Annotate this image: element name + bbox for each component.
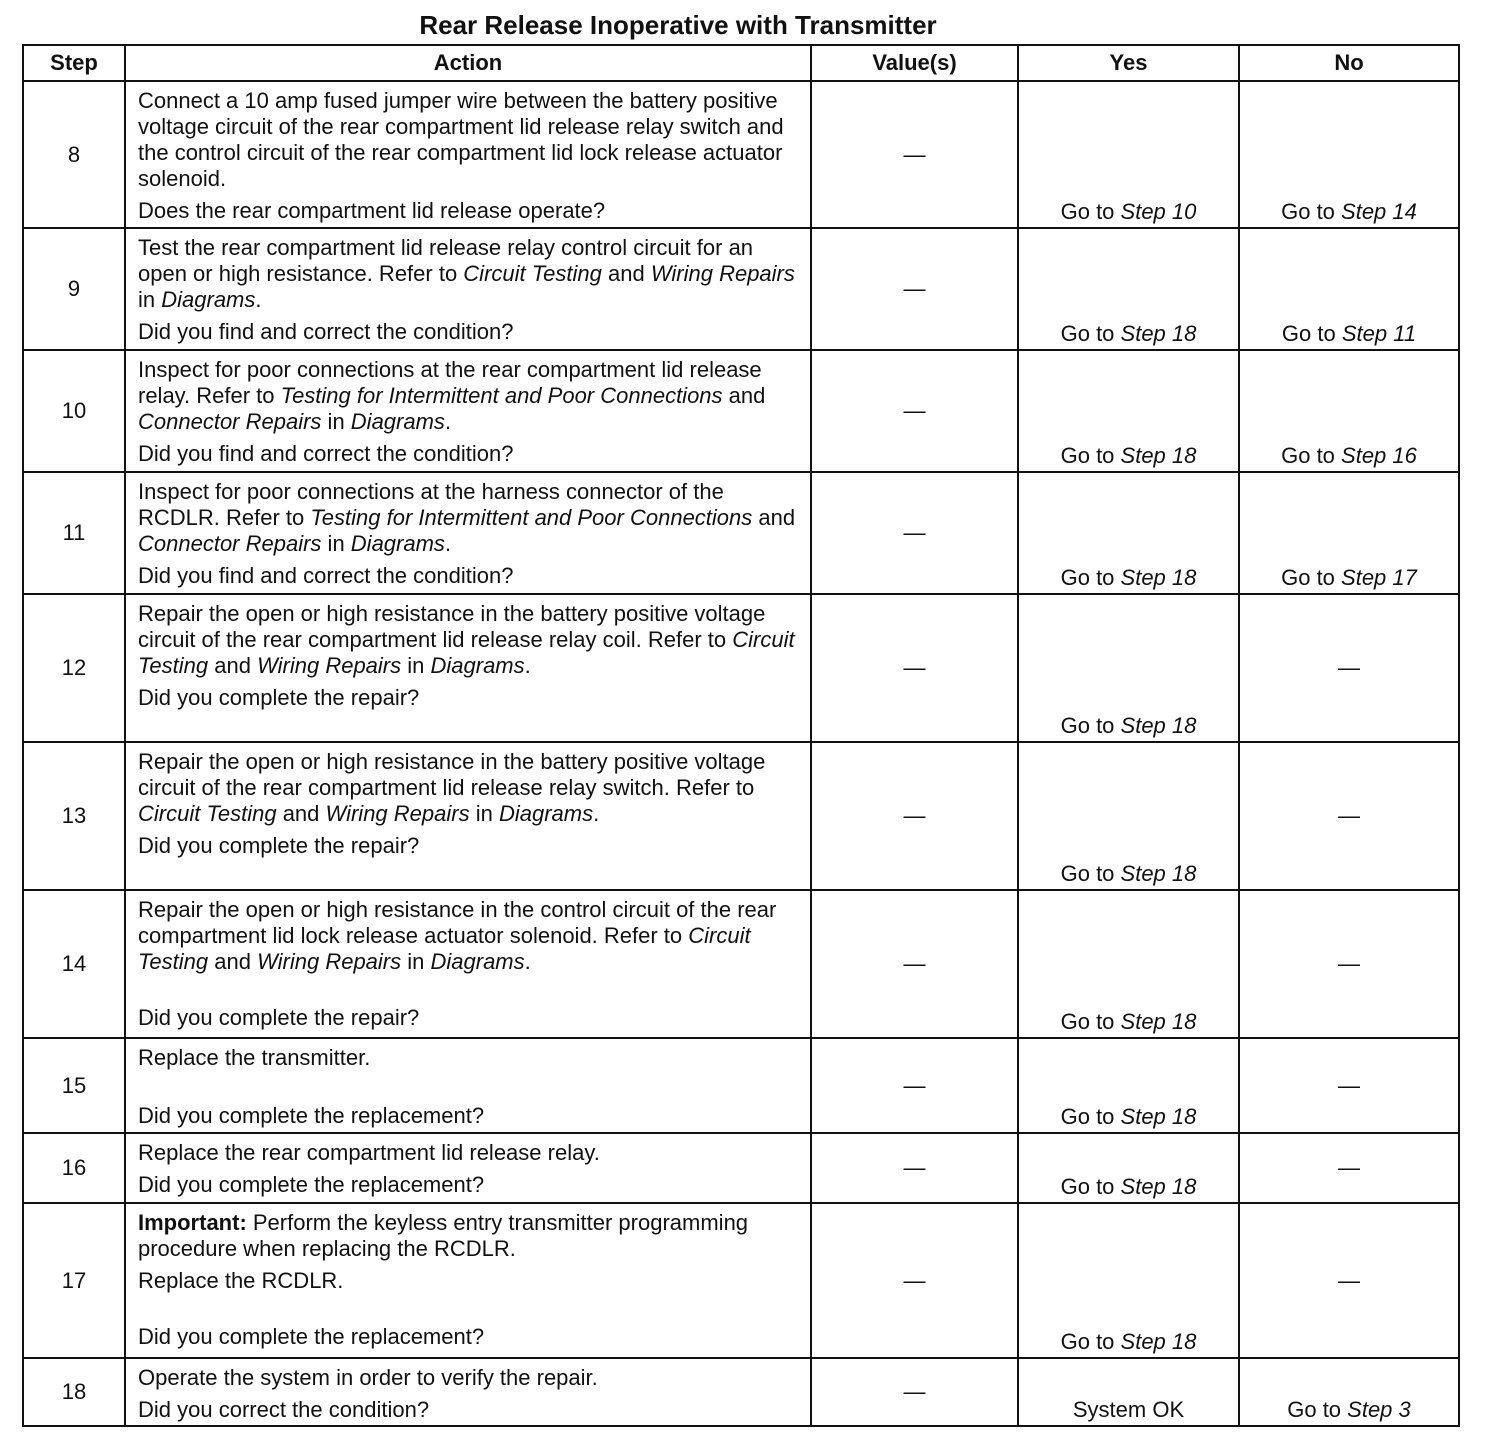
step-number: 13 bbox=[23, 742, 125, 890]
action-question: Did you find and correct the condition? bbox=[138, 563, 514, 588]
diagnostic-table bbox=[22, 44, 1460, 1427]
table-row bbox=[23, 1203, 1459, 1358]
step-number: 10 bbox=[23, 350, 125, 472]
action-question: Did you correct the condition? bbox=[138, 1397, 430, 1422]
value-cell: — bbox=[811, 890, 1018, 1038]
yes-cell: System OK bbox=[1018, 1358, 1239, 1426]
no-cell: — bbox=[1239, 1038, 1459, 1133]
action-question: Did you complete the repair? bbox=[138, 1005, 420, 1030]
table-row bbox=[23, 594, 1459, 742]
value-cell: — bbox=[811, 1203, 1018, 1358]
action-question: Did you find and correct the condition? bbox=[138, 441, 514, 466]
step-number: 8 bbox=[23, 81, 125, 228]
header-no: No bbox=[1239, 45, 1459, 81]
step-number: 14 bbox=[23, 890, 125, 1038]
action-question: Did you complete the repair? bbox=[138, 833, 420, 858]
table-row bbox=[23, 472, 1459, 594]
no-cell: Go to Step 14 bbox=[1239, 81, 1459, 228]
action-text: Replace the transmitter. bbox=[138, 1045, 371, 1070]
action-text: Connect a 10 amp fused jumper wire between the battery positive voltage circuit of the rear compartment lid release relay switch and the control circuit of the rear compartment lid lock release actuator solenoid. bbox=[138, 88, 784, 191]
value-cell: — bbox=[811, 81, 1018, 228]
yes-cell: Go to Step 18 bbox=[1018, 472, 1239, 594]
step-number: 9 bbox=[23, 228, 125, 350]
value-cell: — bbox=[811, 1358, 1018, 1426]
value-cell: — bbox=[811, 594, 1018, 742]
action-question: Did you complete the replacement? bbox=[138, 1103, 485, 1128]
action-text: Inspect for poor connections at the harness connector of the RCDLR. Refer to Testing for Intermittent and Poor Connections and Connector Repairs in Diagrams. bbox=[138, 479, 796, 556]
action-text: Replace the rear compartment lid release relay. bbox=[138, 1140, 600, 1165]
table-row bbox=[23, 1038, 1459, 1133]
action-question: Did you find and correct the condition? bbox=[138, 319, 514, 344]
yes-cell: Go to Step 10 bbox=[1018, 81, 1239, 228]
no-cell: Go to Step 16 bbox=[1239, 350, 1459, 472]
table-row bbox=[23, 1358, 1459, 1426]
action-text: Important: Perform the keyless entry transmitter programming procedure when replacing the RCDLR. bbox=[138, 1210, 749, 1261]
header-yes: Yes bbox=[1018, 45, 1239, 81]
yes-cell: Go to Step 18 bbox=[1018, 594, 1239, 742]
action-cell bbox=[125, 742, 811, 890]
action-cell bbox=[125, 350, 811, 472]
no-cell: — bbox=[1239, 742, 1459, 890]
action-cell bbox=[125, 1358, 811, 1426]
action-cell bbox=[125, 1133, 811, 1203]
action-question: Did you complete the replacement? bbox=[138, 1172, 485, 1197]
action-text: Test the rear compartment lid release relay control circuit for an open or high resistance. Refer to Circuit Testing and Wiring Repairs in Diagrams. bbox=[138, 235, 795, 312]
step-number: 12 bbox=[23, 594, 125, 742]
action-text: Repair the open or high resistance in the control circuit of the rear compartment lid lock release actuator solenoid. Refer to Circuit Testing and Wiring Repairs in Diagrams. bbox=[138, 897, 777, 974]
step-number: 18 bbox=[23, 1358, 125, 1426]
action-cell bbox=[125, 472, 811, 594]
table-row bbox=[23, 1133, 1459, 1203]
value-cell: — bbox=[811, 228, 1018, 350]
table-row bbox=[23, 742, 1459, 890]
header-values: Value(s) bbox=[811, 45, 1018, 81]
no-cell: Go to Step 11 bbox=[1239, 228, 1459, 350]
yes-cell: Go to Step 18 bbox=[1018, 1038, 1239, 1133]
value-cell: — bbox=[811, 350, 1018, 472]
yes-cell: Go to Step 18 bbox=[1018, 1203, 1239, 1358]
table-row bbox=[23, 890, 1459, 1038]
action-question: Does the rear compartment lid release operate? bbox=[138, 198, 606, 223]
yes-cell: Go to Step 18 bbox=[1018, 350, 1239, 472]
yes-cell: Go to Step 18 bbox=[1018, 890, 1239, 1038]
yes-cell: Go to Step 18 bbox=[1018, 228, 1239, 350]
header-action: Action bbox=[125, 45, 811, 81]
no-cell: — bbox=[1239, 1203, 1459, 1358]
yes-cell: Go to Step 18 bbox=[1018, 742, 1239, 890]
action-text: Repair the open or high resistance in the battery positive voltage circuit of the rear compartment lid release relay switch. Refer to Circuit Testing and Wiring Repairs in Diagrams. bbox=[138, 749, 766, 826]
action-question: Did you complete the repair? bbox=[138, 685, 420, 710]
step-number: 16 bbox=[23, 1133, 125, 1203]
page-title: Rear Release Inoperative with Transmitter bbox=[419, 10, 937, 40]
action-question: Did you complete the replacement? bbox=[138, 1324, 485, 1349]
no-cell: Go to Step 17 bbox=[1239, 472, 1459, 594]
no-cell: — bbox=[1239, 890, 1459, 1038]
step-number: 11 bbox=[23, 472, 125, 594]
no-cell: Go to Step 3 bbox=[1239, 1358, 1459, 1426]
action-cell bbox=[125, 594, 811, 742]
no-cell: — bbox=[1239, 594, 1459, 742]
step-number: 15 bbox=[23, 1038, 125, 1133]
action-cell bbox=[125, 228, 811, 350]
no-cell: — bbox=[1239, 1133, 1459, 1203]
step-number: 17 bbox=[23, 1203, 125, 1358]
action-text: Operate the system in order to verify the repair. bbox=[138, 1365, 598, 1390]
action-cell bbox=[125, 890, 811, 1038]
action-text: Repair the open or high resistance in the battery positive voltage circuit of the rear compartment lid release relay coil. Refer to Circuit Testing and Wiring Repairs in Diagrams. bbox=[138, 601, 795, 678]
value-cell: — bbox=[811, 1133, 1018, 1203]
value-cell: — bbox=[811, 1038, 1018, 1133]
yes-cell: Go to Step 18 bbox=[1018, 1133, 1239, 1203]
action-text-2: Replace the RCDLR. bbox=[138, 1268, 344, 1293]
value-cell: — bbox=[811, 742, 1018, 890]
table-row bbox=[23, 228, 1459, 350]
action-cell bbox=[125, 1203, 811, 1358]
value-cell: — bbox=[811, 472, 1018, 594]
table-row bbox=[23, 81, 1459, 228]
important-label: Important: bbox=[138, 1210, 247, 1235]
action-text: Inspect for poor connections at the rear compartment lid release relay. Refer to Testing for Intermittent and Poor Connections and Connector Repairs in Diagrams. bbox=[138, 357, 766, 434]
header-step: Step bbox=[23, 45, 125, 81]
table-header-row bbox=[23, 45, 1459, 81]
table-row bbox=[23, 350, 1459, 472]
action-cell bbox=[125, 81, 811, 228]
action-cell bbox=[125, 1038, 811, 1133]
